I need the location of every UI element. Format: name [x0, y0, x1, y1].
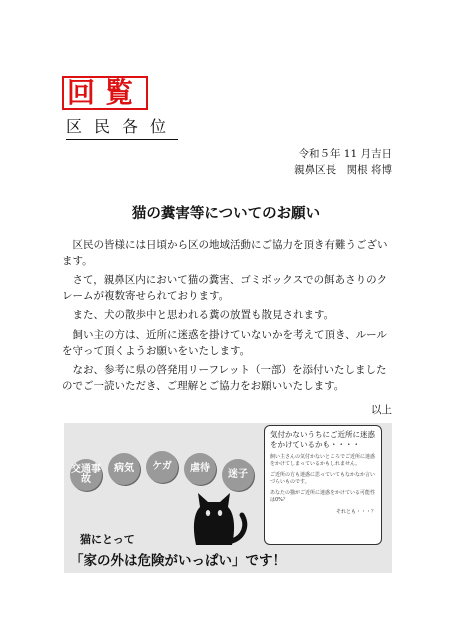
- stamp-injury: ケガ: [146, 451, 178, 483]
- bubble-heading: 気付かないうちにご近所に迷惑をかけているかも・・・・: [270, 430, 375, 449]
- circular-stamp: 回覧: [62, 76, 148, 110]
- paragraph: 区民の皆様には日頃から区の地域活動にご協力を頂き有難うございます。: [62, 239, 388, 267]
- addressee: 区民各位: [66, 114, 178, 140]
- leaflet-image: [64, 423, 392, 573]
- paragraph: なお、参考に県の啓発用リーフレット（一部）を添付いたしましたのでご一読いただき、ご理解とご協力をお願いいたします。: [62, 364, 387, 392]
- catchphrase-line1: 猫にとって: [80, 533, 135, 546]
- stamp-lost: 迷子: [222, 459, 254, 491]
- stamp-illness: 病気: [108, 453, 140, 485]
- stamp-abuse: 虐待: [184, 453, 216, 485]
- stamp-traffic-accident: 交通事故: [70, 459, 102, 491]
- cat-silhouette-icon: [182, 487, 252, 549]
- paragraph: 飼い主の方は、近所に迷惑を掛けていないかを考えて頂き、ルールを守って頂くようお願いをいたします。: [62, 328, 387, 357]
- document-body: [62, 238, 394, 398]
- speech-bubble: [264, 425, 382, 545]
- catchphrase-line2: 「家の外は危険がいっぱい」です！: [70, 553, 286, 569]
- document-title: 猫の糞害等についてのお願い: [131, 205, 321, 222]
- bubble-line: 飼い主さんの気付かないところでご近所に迷惑をかけてしまっているかもしれません。: [270, 454, 375, 467]
- paragraph: さて，親鼻区内において猫の糞害、ゴミボックスでの餌あさりのクレームが複数寄せられております。: [62, 274, 388, 302]
- issue-date: 令和５年 11 月吉日: [298, 148, 392, 160]
- closing: 以上: [371, 404, 392, 416]
- paragraph: また、犬の散歩中と思われる糞の放置も散見されます。: [72, 309, 335, 322]
- sender: 親鼻区長 関根 将博: [294, 164, 392, 176]
- bubble-line: ご近所の方も迷惑に思っていてもなかなか言いづらいものです。: [270, 472, 376, 485]
- bubble-line: あなたの猫がご近所に迷惑をかけている可能性は0%？: [270, 490, 376, 503]
- bubble-question: それとも・・・？: [335, 509, 376, 515]
